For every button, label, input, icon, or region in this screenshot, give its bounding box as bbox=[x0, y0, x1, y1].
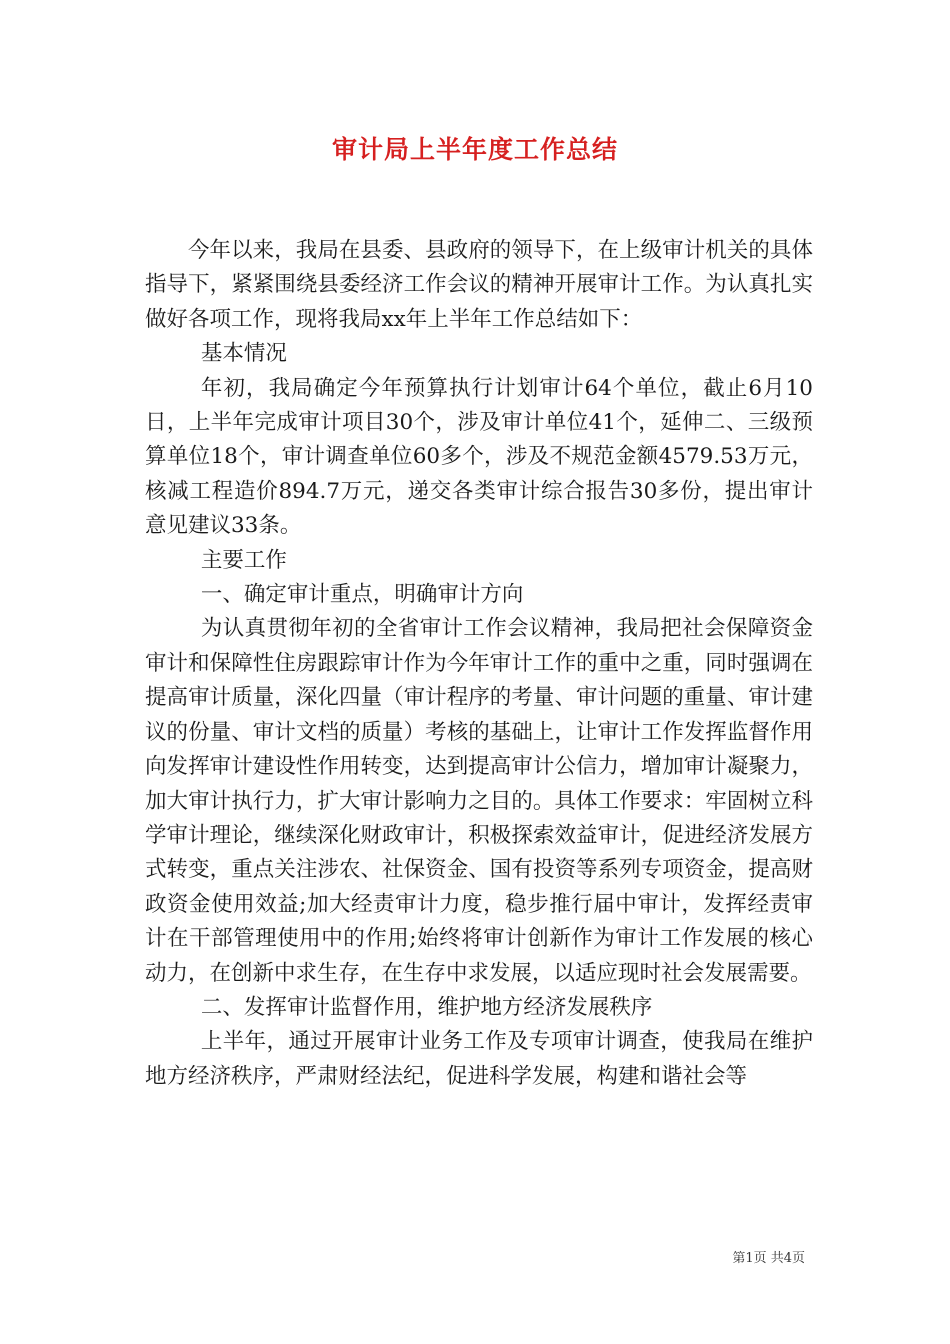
document-title: 审计局上半年度工作总结 bbox=[331, 135, 618, 164]
paragraph-first-half: 上半年，通过开展审计业务工作及专项审计调查，使我局在维护地方经济秩序，严肃财经法纪，促进科学发展，构建和谐社会等 bbox=[145, 1029, 813, 1089]
section-heading-main-work: 主要工作 bbox=[200, 547, 287, 573]
page-number-footer: 第1页 共4页 bbox=[732, 1251, 805, 1266]
subheading-one: 一、确定审计重点，明确审计方向 bbox=[200, 582, 524, 608]
paragraph-intro: 今年以来，我局在县委、县政府的领导下，在上级审计机关的具体指导下，紧紧围绕县委经济工作会议的精神开展审计工作。为认真扎实做好各项工作，现将我局xx年上半年工作总结如下： bbox=[145, 238, 813, 332]
paragraph-basic-situation: 年初，我局确定今年预算执行计划审计64个单位，截止6月10日，上半年完成审计项目30个，涉及审计单位41个，延伸二、三级预算单位18个，审计调查单位60多个，涉及不规范金额4579.53万元，核减工程造价894.7万元，递交各类审计综合报告30多份，提出审计意见建议33条。 bbox=[145, 375, 813, 539]
section-heading-basic-situation: 基本情况 bbox=[200, 341, 287, 367]
paragraph-audit-focus: 为认真贯彻年初的全省审计工作会议精神，我局把社会保障资金审计和保障性住房跟踪审计作为今年审计工作的重中之重，同时强调在提高审计质量，深化四量（审计程序的考量、审计问题的重量、审计建议的份量、审计文档的质量）考核的基础上，让审计工作发挥监督作用向发挥审计建设性作用转变，达到提高审计公信力，增加审计凝聚力，加大审计执行力，扩大审计影响力之目的。具体工作要求：牢固树立科学审计理论，继续深化财政审计，积极探索效益审计，促进经济发展方式转变，重点关注涉农、社保资金、国有投资等系列专项资金，提高财政资金使用效益;加大经责审计力度，稳步推行届中审计，发挥经责审计在干部管理使用中的作用;始终将审计创新作为审计工作发展的核心动力，在创新中求生存，在生存中求发展，以适应现时社会发展需要。 bbox=[145, 616, 813, 986]
document-body bbox=[145, 234, 813, 1094]
subheading-two: 二、发挥审计监督作用，维护地方经济发展秩序 bbox=[200, 994, 653, 1020]
